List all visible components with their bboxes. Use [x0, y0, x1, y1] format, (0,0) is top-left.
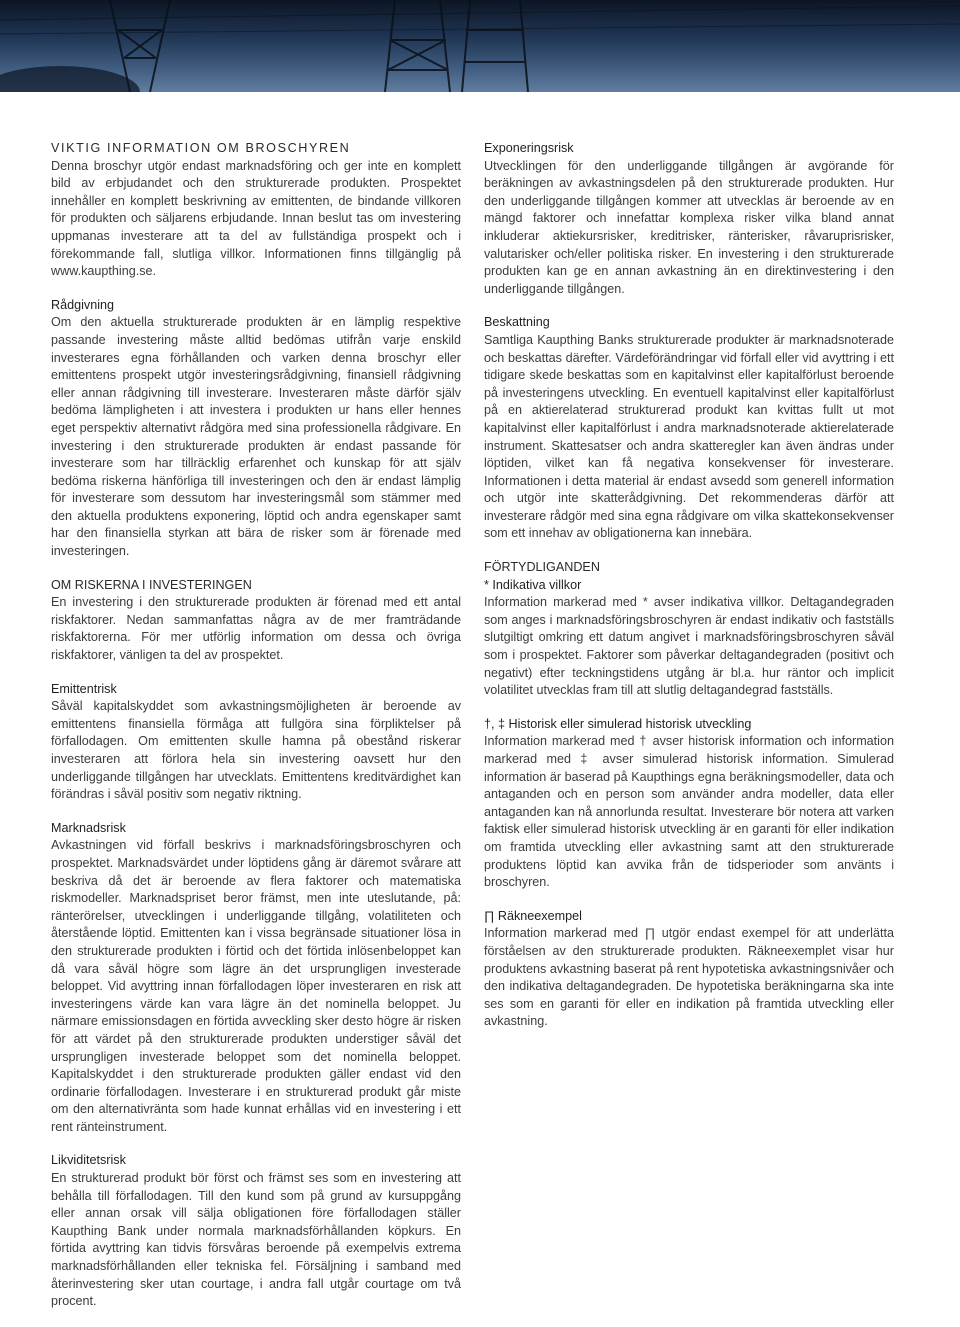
right-column — [484, 140, 894, 1047]
section-heading: Likviditetsrisk — [51, 1153, 126, 1168]
section-paragraph: Om den aktuella strukturerade produkten är en lämplig respektive passande investering måste alltid bedömas utifrån varje enskild investerares egna förhållanden och varken denna broschyr eller emittentens prospekt utgör investeringsrådgivning, finansiell rådgivning eller annan rådgivning till investerare. Investeraren måste därför själv bedöma lämpligheten i att investera i produkten ur hans eller hennes eget perspektiv alternativt rådgöra med sina professionella rådgivare. En investering i den strukturerade produkten är endast passande för investerare som har tillräcklig erfarenhet och kunskap för att själv bedöma riskerna hänförliga till investeringen och den är endast lämplig för investerare som dessutom har investeringsmål som stämmer med den aktuella produktens exponering, löptid och andra egenskaper samt har den finansiella styrkan att bära de risker som är förenade med investeringen. — [51, 315, 461, 559]
section-heading: ∏ Räkneexempel — [484, 908, 582, 923]
section-heading: Beskattning — [484, 315, 550, 330]
section-paragraph: Information markerad med ∏ utgör endast exempel för att underlätta förståelsen av den strukturerade produkten. Räkneexemplet visar hur produktens avkastning baserat på rent hypotetiska avkastningsnivåer och den indikativa deltagandegraden. De hypotetiska beräkningarna ska inte ses som en garanti för eller en indikation på framtida utveckling eller avkastning. — [484, 926, 894, 1029]
section-heading: Rådgivning — [51, 297, 115, 312]
section-fortydliganden — [484, 559, 894, 577]
section-paragraph: Avkastningen vid förfall beskrivs i marknadsföringsbroschyren och prospektet. Marknadsvärdet under löptidens gång är däremot svårare att beskriva då det är beroende av flera faktorer och matematiska riskmodeller. Marknadspriset beror främst, men inte uteslutande, på: ränterörelser, utvecklingen i underliggande tillgång, volatiliteten och återstående löptid. Emittenten kan i vissa begränsade situationer lösa in den strukturerade produkten i förtid och det förtida inlösenbeloppet kan då vara såväl högre som lägre än det ursprungligen investerade beloppet. Vid avyttring innan förfallodagen löper investeraren en risk att investeringens värde kan vara lägre än det nominella beloppet. Ju närmare emissionsdagen en förtida avveckling sker desto högre är risken för att värdet på den strukturerade produkten understiger såväl det ursprungligen investerade beloppet som det nominella beloppet. Kapitalskyddet i den strukturerade produkten gäller endast vid den ordinarie förfallodagen. Investerare i en strukturerad produkt går miste om den alternativränta som hade kunnat erhållas vid en investering i ett rent ränteinstrument. — [51, 838, 461, 1134]
section-heading: OM RISKERNA I INVESTERINGEN — [51, 577, 252, 592]
section-likviditetsrisk — [51, 1152, 461, 1310]
section-heading: VIKTIG INFORMATION OM BROSCHYREN — [51, 141, 351, 155]
section-paragraph: Denna broschyr utgör endast marknadsföring och ger inte en komplett bild av erbjudandet och den strukturerade produkten. Prospektet innehåller en komplett beskrivning av emittenten, de bindande villkoren för produkten och säljarens erbjudande. Innan beslut tas om investering uppmanas investerare att ta del av fullständiga prospekt och i förekommande fall, slutliga villkor. Informationen finns tillgänglig på www.kaupthing.se. — [51, 158, 461, 279]
section-rakneexempel — [484, 908, 894, 1031]
section-paragraph: Samtliga Kaupthing Banks strukturerade produkter är marknadsnoterade och beskattas därefter. Värdeförändringar vid förfall eller vid avyttring i ett tidigare skede beskattas som en kapitalvinst eller kapitalförlust beroende på investeringens utveckling. En eventuell kapitalvinst eller kapitalförlust på en aktierelaterad strukturerad produkt kan kvittas fullt ut mot kapitalvinst eller kapitalförlust i andra marknadsnoterade aktierelaterade instrument. Skattesatser och andra skatteregler kan även ändras under löptiden, vilket kan få negativa konsekvenser för investerare. Informationen i detta material är endast avsedd som generell information och utgör inte skatterådgivning. Det rekommenderas därför att investerare rådgör med sina egna rådgivare om vilka skattekonsekvenser som ett innehav av obligationerna kan innebära. — [484, 332, 894, 541]
section-heading: Exponeringsrisk — [484, 141, 574, 155]
section-heading: * Indikativa villkor — [484, 577, 582, 592]
section-heading: Marknadsrisk — [51, 820, 126, 835]
section-beskattning — [484, 314, 894, 543]
section-paragraph: Information markerad med * avser indikativa villkor. Deltagandegraden som anges i marknadsföringsbroschyren är endast indikativ och fastställs slutgiltigt omkring ett datum angivet i marknadsföringsbroschyren såväl som i prospektet. Faktorer som påverkar deltagandegraden (positivt och negativt) efter teckningstidens utgång är bl.a. hur räntor och implicit volatilitet utvecklas fram till att slutlig deltagandegrad fastställs. — [484, 595, 894, 698]
header-banner-image — [0, 0, 960, 92]
section-om-riskerna — [51, 577, 461, 665]
section-marknadsrisk — [51, 820, 461, 1137]
section-paragraph: En strukturerad produkt bör först och främst ses som en investering att behålla till förfallodagen. Till den kund som på grund av kursuppgång eller annan orsak vill sälja obligationen före förfallodagen ställer Kaupthing Bank under normala marknadsförhållanden köpkurs. En förtida avyttring kan tidvis försvåras beroende på exempelvis extrema marknadsförhållanden eller tekniska fel. Försäljning i samband med återinvestering sker utan courtage, i andra fall utgår courtage om två procent. — [51, 1171, 461, 1309]
section-heading: †, ‡ Historisk eller simulerad historisk utveckling — [484, 716, 752, 731]
section-exponeringsrisk — [484, 140, 894, 298]
section-heading: FÖRTYDLIGANDEN — [484, 560, 600, 575]
section-viktig-information — [51, 140, 461, 281]
section-indikativa-villkor — [484, 577, 894, 700]
section-paragraph: En investering i den strukturerade produkten är förenad med ett antal riskfaktorer. Nedan sammanfattas några av de mer framträdande riskfaktorerna. För mer utförlig information om dessa och övriga riskfaktorer, vänligen ta del av prospektet. — [51, 595, 461, 663]
left-column — [51, 140, 461, 1327]
section-historisk-utveckling — [484, 716, 894, 892]
section-paragraph: Information markerad med † avser historisk information och information markerad med ‡ avser simulerad historisk information. Simulerad information är baserad på Kaupthings egna beräkningsmodeller, data och antaganden och en person som använder andra modeller, data eller antaganden kan nå annorlunda resultat. Investerare bör notera att varken faktisk eller simulerad historisk utveckling är en garanti för eller indikation om framtida utveckling eller avkastning samt att den strukturerade produktens löptid kan avvika från de tidsperioder som använts i broschyren. — [484, 734, 894, 890]
power-pylon-icon — [0, 0, 960, 92]
section-paragraph: Såväl kapitalskyddet som avkastningsmöjligheten är beroende av emittentens finansiella förmåga att fullgöra sina förpliktelser på förfallodagen. Om emittenten skulle hamna på obestånd riskerar investeraren att förlora hela sin investering oavsett hur den underliggande tillgången har utvecklats. Emittentens kreditvärdighet kan förändras i såväl positiv som negativ riktning. — [51, 699, 461, 802]
section-heading: Emittentrisk — [51, 681, 117, 696]
section-radgivning — [51, 297, 461, 561]
section-emittentrisk — [51, 681, 461, 804]
section-paragraph: Utvecklingen för den underliggande tillgången är avgörande för beräkningen av avkastningsdelen på den strukturerade produkten. Hur den underliggande tillgången kommer att utvecklas är beroende av en mängd faktorer och innefattar komplexa risker vilka bland annat inkluderar aktiekursrisker, kreditrisker, ränterisker, råvaruprisrisker, valutarisker och/eller politiska risker. En investering i den strukturerade produkten kan ge en annan avkastning än en direktinvestering i den underliggande tillgången. — [484, 158, 894, 296]
